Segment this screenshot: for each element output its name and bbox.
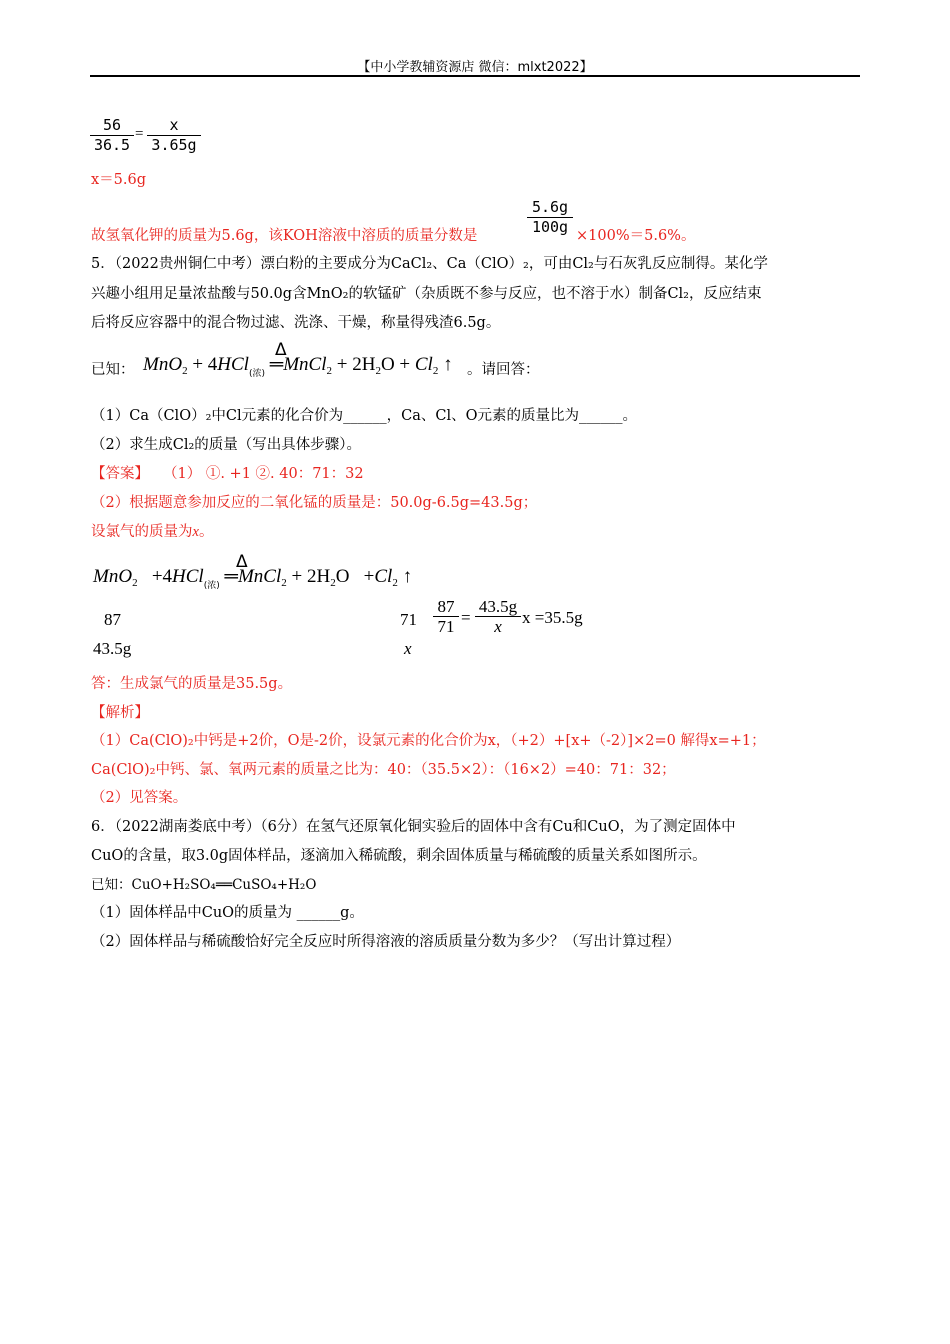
koh-mass-fraction-result: ×100%＝5.6%。	[576, 228, 696, 244]
ratio-fraction-87-over-71: $\frac{87}{71}$	[433, 597, 459, 636]
q5-answer-2: （2）根据题意参加反应的二氧化锰的质量是：50.0g-6.5g=43.5g；	[91, 495, 538, 511]
ratio-equals: =	[461, 608, 471, 627]
heat-delta-symbol-2: Δ	[236, 552, 248, 572]
koh-mass-fraction-text: 故氢氧化钾的质量为5.6g，该KOH溶液中溶质的质量分数是	[91, 228, 478, 244]
q5-known-tail: 。请回答：	[467, 362, 540, 378]
result-x: x＝5.6g	[91, 172, 147, 188]
heat-delta-symbol: Δ	[275, 340, 287, 360]
fraction-56-over-36.5: $\frac{56}{36.5}$	[90, 116, 134, 155]
ratio-result: x =35.5g	[522, 608, 583, 627]
ratio-fraction-43.5g-over-x: $\frac{43.5g}{x}$	[475, 597, 521, 636]
q5-subquestion-2: （2）求生成Cl₂的质量（写出具体步骤）。	[91, 437, 362, 453]
q5-set-variable: 设氯气的质量为x。	[91, 524, 214, 540]
header-divider	[90, 75, 860, 77]
q5-answer-1: （1） ①. +1 ②. 40：71：32	[163, 466, 364, 482]
calc-71: 71	[400, 610, 417, 629]
calc-43.5g: 43.5g	[93, 639, 132, 658]
equals-sign: =	[135, 126, 144, 142]
q5-answer-label: 【答案】	[91, 466, 149, 482]
fraction-5.6g-over-100g: $\frac{5.6g}{100g}$	[527, 198, 573, 237]
q5-subquestion-1: （1）Ca（ClO）₂中Cl元素的化合价为______，Ca、Cl、O元素的质量比为______。	[91, 408, 637, 424]
q5-answer-equation: MnO$_2$ +4HCl$_{(浓)}$ ═MnCl$_2$ + $2H_2O +Cl_2$ ↑	[93, 566, 413, 591]
q6-known-equation: 已知：CuO+H₂SO₄══CuSO₄+H₂O	[91, 877, 317, 893]
page-header: 【中小学教辅资源店 微信：mlxt2022】	[357, 60, 593, 75]
q5-analysis-3: （2）见答案。	[91, 790, 188, 806]
q5-known-equation: MnO$_2$ + 4HCl$_{(浓)}$ ═MnCl$_2$ + $2H_2O + Cl_2$ ↑	[143, 354, 453, 379]
q5-analysis-2: Ca(ClO)₂中钙、氯、氧两元素的质量之比为：40：（35.5×2）：（16×2）=40：71：32；	[91, 762, 676, 778]
q6-subquestion-1: （1）固体样品中CuO的质量为 ______g。	[91, 905, 364, 921]
q6-subquestion-2: （2）固体样品与稀硫酸恰好完全反应时所得溶液的溶质质量分数为多少？（写出计算过程）	[91, 934, 681, 950]
q6-stem-line-1: 6．（2022湖南娄底中考）（6分）在氢气还原氧化铜实验后的固体中含有Cu和CuO，为了测定固体中	[91, 819, 736, 835]
fraction-x-over-3.65g: $\frac{x}{3.65g}$	[147, 116, 201, 155]
q6-stem-line-2: CuO的含量，取3.0g固体样品，逐滴加入稀硫酸，剩余固体质量与稀硫酸的质量关系如图所示。	[91, 848, 707, 864]
calc-x: x	[404, 639, 412, 658]
q5-conclusion: 答：生成氯气的质量是35.5g。	[91, 676, 293, 692]
q5-analysis-label: 【解析】	[91, 705, 149, 721]
q5-known-label: 已知：	[91, 362, 135, 378]
calc-87: 87	[104, 610, 121, 629]
q5-stem-line-3: 后将反应容器中的混合物过滤、洗涤、干燥，称量得残渣6.5g。	[91, 315, 501, 331]
q5-stem-line-1: 5．（2022贵州铜仁中考）漂白粉的主要成分为CaCl₂、Ca（ClO）₂，可由Cl₂与石灰乳反应制得。某化学	[91, 256, 768, 272]
q5-stem-line-2: 兴趣小组用足量浓盐酸与50.0g含MnO₂的软锰矿（杂质既不参与反应，也不溶于水）制备Cl₂，反应结束	[91, 286, 762, 302]
q5-analysis-1: （1）Ca(ClO)₂中钙是+2价，O是-2价，设氯元素的化合价为x，（+2）+[x+（-2）]×2=0 解得x=+1；	[91, 733, 766, 749]
